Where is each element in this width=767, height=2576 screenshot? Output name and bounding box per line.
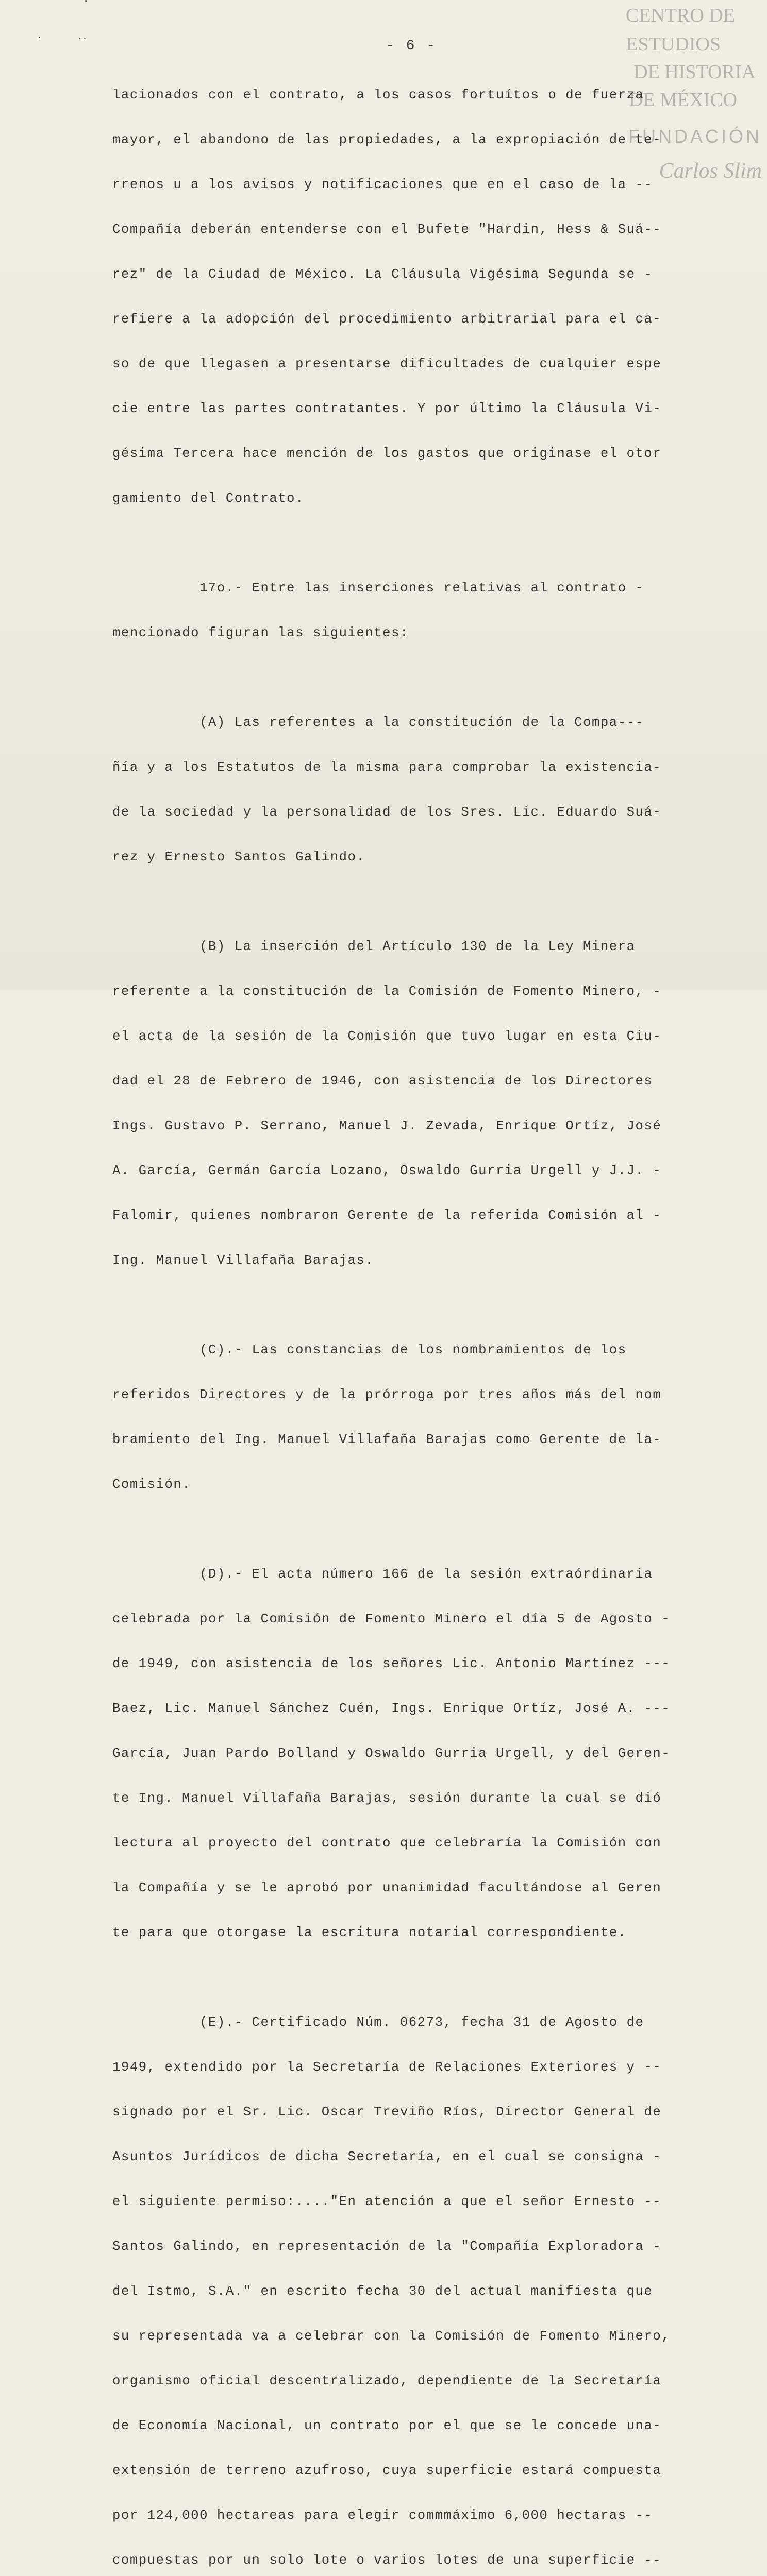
- text-line: por 124,000 hectareas para elegir commmáximo 6,000 hectaras --: [112, 2508, 653, 2523]
- text-line: de 1949, con asistencia de los señores Lic. Antonio Martínez ---: [112, 1656, 671, 1671]
- text-line: referente a la constitución de la Comisión de Fomento Minero, -: [112, 984, 662, 999]
- watermark-signature: Carlos Slim: [659, 159, 762, 183]
- text-line: lacionados con el contrato, a los casos fortuítos o de fuerza: [112, 88, 644, 103]
- text-line: (E).- Certificado Núm. 06273, fecha 31 de Agosto de: [112, 2015, 644, 2030]
- text-line: gamiento del Contrato.: [112, 491, 304, 506]
- text-line: de la sociedad y la personalidad de los Sres. Lic. Eduardo Suá-: [112, 805, 662, 820]
- text-line: 1949, extendido por la Secretaría de Relaciones Exteriores y --: [112, 2060, 662, 2075]
- watermark-line: CENTRO DE: [625, 5, 735, 26]
- text-line: Falomir, quienes nombraron Gerente de la referida Comisión al -: [112, 1208, 662, 1223]
- text-line: referidos Directores y de la prórroga por tres años más del nom: [112, 1387, 662, 1402]
- text-line: Baez, Lic. Manuel Sánchez Cuén, Ings. Enrique Ortíz, José A. ---: [112, 1701, 671, 1716]
- blank-line: [112, 1970, 710, 1985]
- watermark-line: ESTUDIOS: [626, 33, 721, 55]
- text-line: rrenos u a los avisos y notificaciones que en el caso de la --: [112, 177, 653, 192]
- text-line: García, Juan Pardo Bolland y Oswaldo Gurria Urgell, y del Geren-: [112, 1746, 671, 1761]
- text-line: Santos Galindo, en representación de la "Compañía Exploradora -: [112, 2239, 662, 2254]
- text-line: mayor, el abandono de las propiedades, a la expropiación de te-: [112, 132, 662, 147]
- text-line: te Ing. Manuel Villafaña Barajas, sesión durante la cual se dió: [112, 1791, 662, 1806]
- watermark-line: FUNDACIÓN: [628, 126, 762, 147]
- text-line: celebrada por la Comisión de Fomento Minero el día 5 de Agosto -: [112, 1612, 671, 1626]
- text-line: de Economía Nacional, un contrato por el que se le concede una-: [112, 2418, 662, 2433]
- document-body: [112, 58, 710, 2576]
- text-line: signado por el Sr. Lic. Oscar Treviño Ríos, Director General de: [112, 2105, 662, 2120]
- text-line: del Istmo, S.A." en escrito fecha 30 del actual manifiesta que: [112, 2284, 653, 2299]
- corner-mark: ·: [82, 0, 90, 8]
- text-line: Asuntos Jurídicos de dicha Secretaría, en el cual se consigna -: [112, 2149, 662, 2164]
- text-line: su representada va a celebrar con la Comisión de Fomento Minero,: [112, 2329, 671, 2344]
- text-line: compuestas por un solo lote o varios lotes de una superficie --: [112, 2553, 662, 2568]
- text-line: Ing. Manuel Villafaña Barajas.: [112, 1253, 374, 1268]
- text-line: refiere a la adopción del procedimiento arbitrarial para el ca-: [112, 312, 662, 327]
- text-line: (D).- El acta número 166 de la sesión extraórdinaria: [112, 1567, 653, 1582]
- text-line: so de que llegasen a presentarse dificultades de cualquier espe: [112, 357, 662, 371]
- text-line: (B) La inserción del Artículo 130 de la Ley Minera: [112, 939, 636, 954]
- text-line: bramiento del Ing. Manuel Villafaña Barajas como Gerente de la-: [112, 1432, 662, 1447]
- blank-line: [112, 670, 710, 685]
- text-line: mencionado figuran las siguientes:: [112, 625, 409, 640]
- text-line: la Compañía y se le aprobó por unanimidad facultándose al Geren: [112, 1880, 662, 1895]
- text-line: cie entre las partes contratantes. Y por último la Cláusula Vi-: [112, 401, 662, 416]
- text-line: dad el 28 de Febrero de 1946, con asistencia de los Directores: [112, 1074, 653, 1089]
- text-line: extensión de terreno azufroso, cuya superficie estará compuesta: [112, 2463, 662, 2478]
- blank-line: [112, 894, 710, 909]
- watermark-line: DE MÉXICO: [628, 89, 737, 111]
- text-line: rez" de la Ciudad de México. La Cláusula Vigésima Segunda se -: [112, 267, 653, 282]
- text-line: el siguiente permiso:...."En atención a que el señor Ernesto --: [112, 2194, 662, 2209]
- text-line: lectura al proyecto del contrato que celebraría la Comisión con: [112, 1836, 662, 1851]
- text-line: Ings. Gustavo P. Serrano, Manuel J. Zevada, Enrique Ortíz, José: [112, 1118, 662, 1133]
- text-line: rez y Ernesto Santos Galindo.: [112, 850, 365, 865]
- blank-line: [112, 1298, 710, 1313]
- page-number: - 6 -: [386, 38, 437, 54]
- text-line: A. García, Germán García Lozano, Oswaldo Gurria Urgell y J.J. -: [112, 1163, 662, 1178]
- text-line: Compañía deberán entenderse con el Bufete "Hardin, Hess & Suá--: [112, 222, 662, 237]
- text-line: gésima Tercera hace mención de los gastos que originase el otor: [112, 446, 662, 461]
- text-line: te para que otorgase la escritura notarial correspondiente.: [112, 1925, 627, 1940]
- text-line: (A) Las referentes a la constitución de la Compa---: [112, 715, 644, 730]
- watermark-line: DE HISTORIA: [633, 61, 756, 83]
- text-line: ñía y a los Estatutos de la misma para comprobar la existencia-: [112, 760, 662, 775]
- text-line: Comisión.: [112, 1477, 191, 1492]
- text-line: organismo oficial descentralizado, dependiente de la Secretaría: [112, 2374, 662, 2388]
- speck-mark: ··: [77, 34, 88, 43]
- blank-line: [112, 536, 710, 551]
- text-line: el acta de la sesión de la Comisión que tuvo lugar en esta Ciu-: [112, 1029, 662, 1044]
- text-line: 17o.- Entre las inserciones relativas al contrato -: [112, 581, 644, 596]
- text-line: (C).- Las constancias de los nombramientos de los: [112, 1343, 627, 1358]
- speck-mark: ·: [37, 33, 42, 42]
- blank-line: [112, 1522, 710, 1537]
